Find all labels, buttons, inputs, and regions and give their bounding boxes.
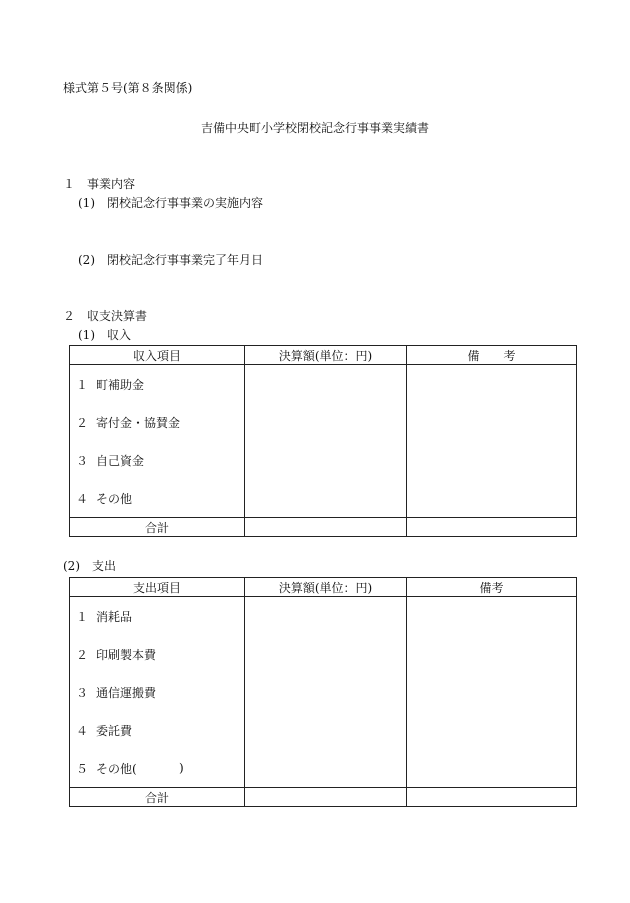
income-table [69,345,577,537]
expense-item [76,749,244,787]
expense-total-amount[interactable] [245,788,407,807]
income-item-label: その他 [96,491,133,506]
expense-total-row [70,788,577,807]
expense-item-label: その他( [96,761,137,776]
income-item [76,441,244,479]
document-title: 吉備中央町小学校閉校記念行事事業実績書 [200,121,429,135]
income-heading: (1) 収入 [78,328,131,342]
expense-header-amount: 決算額(単位：円) [245,578,407,597]
income-item-label: 自己資金 [96,453,145,468]
income-item [76,365,244,403]
expense-header-remarks: 備考 [407,578,577,597]
section1-sub1: (1) 閉校記念行事事業の実施内容 [78,196,263,210]
expense-body-row [70,597,577,788]
expense-header-item: 支出項目 [70,578,245,597]
expense-item-number: ４ [76,723,89,738]
section1-sub2: (2) 閉校記念行事事業完了年月日 [78,253,263,267]
income-item [76,479,244,517]
income-item-number: ２ [76,415,89,430]
income-items-cell [70,365,245,518]
expense-item-number: ５ [76,761,89,776]
expense-item [76,711,244,749]
income-header-row [70,346,577,365]
income-item-number: １ [76,377,89,392]
expense-item-close-paren: ) [179,761,184,775]
income-amount-cell[interactable] [245,365,407,518]
income-item [76,403,244,441]
income-total-label: 合計 [70,518,245,537]
expense-item-number: ３ [76,685,89,700]
expense-item-number: １ [76,609,89,624]
section2-heading: ２ 収支決算書 [63,309,148,323]
expense-item-number: ２ [76,647,89,662]
income-item-label: 寄付金・協賛金 [96,415,181,430]
expense-item-label: 印刷製本費 [96,647,157,662]
income-body-row [70,365,577,518]
expense-item [76,635,244,673]
expense-item-label: 通信運搬費 [96,685,157,700]
form-number: 様式第５号(第８条関係) [63,81,193,95]
expense-item [76,597,244,635]
income-item-number: ４ [76,491,89,506]
income-total-row [70,518,577,537]
income-total-remarks[interactable] [407,518,577,537]
income-remarks-cell[interactable] [407,365,577,518]
expense-item [76,673,244,711]
expense-items-cell [70,597,245,788]
income-header-amount: 決算額(単位：円) [245,346,407,365]
expense-amount-cell[interactable] [245,597,407,788]
income-header-item: 収入項目 [70,346,245,365]
expense-total-remarks[interactable] [407,788,577,807]
income-item-number: ３ [76,453,89,468]
expense-item-label: 消耗品 [96,609,133,624]
expense-remarks-cell[interactable] [407,597,577,788]
expense-heading: (2) 支出 [63,559,116,573]
income-total-amount[interactable] [245,518,407,537]
expense-item-label: 委託費 [96,723,133,738]
expense-table [69,577,577,807]
section1-heading: １ 事業内容 [63,177,136,191]
income-item-label: 町補助金 [96,377,145,392]
income-header-remarks: 備 考 [407,346,577,365]
expense-total-label: 合計 [70,788,245,807]
expense-header-row [70,578,577,597]
